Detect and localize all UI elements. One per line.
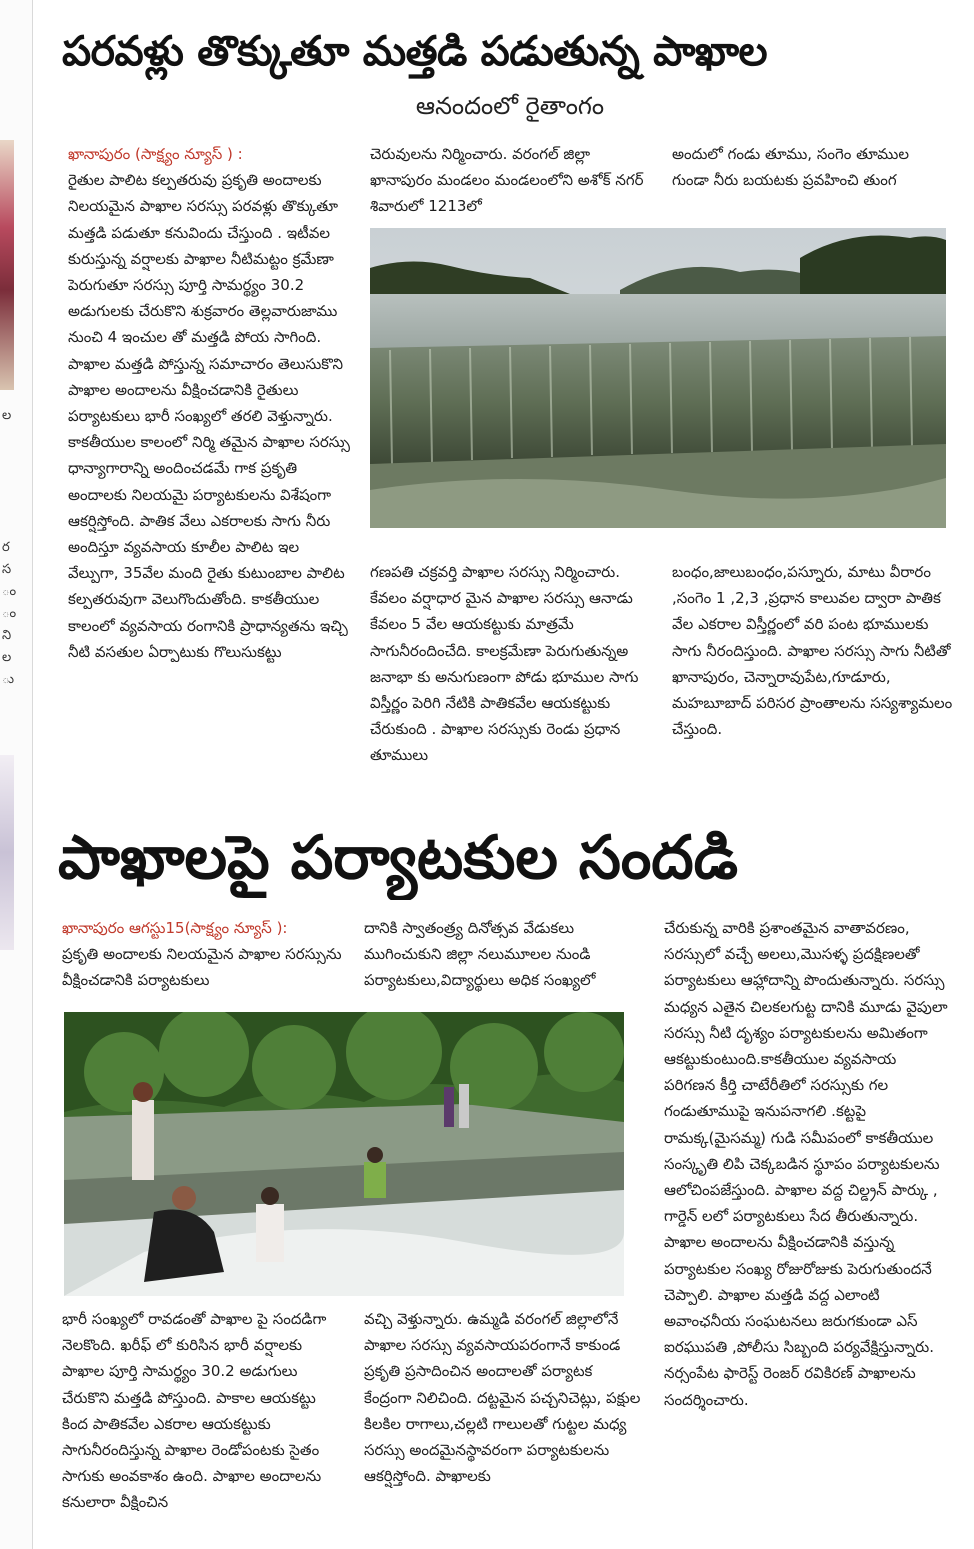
headline-1: పరవళ్లు తొక్కుతూ మత్తడి పడుతున్న పాఖాల: [62, 27, 768, 75]
article2-column-1-top: [62, 915, 344, 997]
body-text: చేరుకున్న వారికి ప్రశాంతమైన వాతావరణం, సరస్సులో వచ్చే అలలు,మొసళ్ళ ప్రదక్షిణలతో పర్యాటకులు ఆహ్లాదాన్ని పొందుతున్నారు. సరస్సు మధ్యన ఎతైన చిలకలగుట్ట దానికి మూడు వైపులా సరస్సు నీటి దృశ్యం పర్యాటకులను అమితంగా ఆకట్టుకుంటుంది.కాకతీయుల వ్యవసాయ పరిగణన కీర్తి చాటేరీతిలో సరస్సుకు గల గండుతూముపై ఇనుపనాగలి .కట్టపై రామక్క(మైసమ్మ) గుడి సమీపంలో కాకతీయుల సంస్కృతి లిపి చెక్కబడిన స్థూపం పర్యాటకులను ఆలోచింపజేస్తుంది. పాఖాల వద్ద చిల్డ్రన్ పార్కు , గార్డెన్ లలో పర్యాటకులు సేద తీరుతున్నారు. పాఖాల అందాలను వీక్షించడానికి వస్తున్న పర్యాటకుల సంఖ్య రోజురోజుకు పెరుగుతుందనే చెప్పాలి. పాఖాల మత్తడి వద్ద ఎలాంటి అవాంఛనీయ సంఘటనలు జరుగకుండా ఎస్ ఐరఘుపతి ,పోలీసు సిబ్బంది పర్యవేక్షిస్తున్నారు. నర్సంపేట ఫారెస్ట్ రెంజర్ రవికిరణ్ పాఖాలను సందర్శించారు.: [664, 919, 948, 1409]
adjacent-text-fragment: ల ర స ం ం ని ల ు: [2, 408, 17, 687]
body-text: రైతుల పాలిట కల్పతరువు ప్రకృతి అందాలకు నిలయమైన పాఖాల సరస్సు పరవళ్లు తొక్కుతూ మత్తడి పడుతూ కనువిందు చేస్తుంది . ఇటీవల కురుస్తున్న వర్షాలకు పాఖాల నీటిమట్టం క్రమేణా పెరుగుతూ సరస్సు పూర్తి సామర్థ్యం 30.2 అడుగులకు చేరుకొని శుక్రవారం తెల్లవారుజాము నుంచి 4 ఇంచుల తో మత్తడి పోయ సాగింది. పాఖాల మత్తడి పోస్తున్న సమాచారం తెలుసుకొని పాఖాల అందాలను వీక్షించడానికి రైతులు పర్యాటకులు భారీ సంఖ్యలో తరలి వెళ్తున్నారు. కాకతీయుల కాలంలో నిర్మి తమైన పాఖాల సరస్సు ధాన్యాగారాన్ని అందించడమే గాక ప్రకృతి అందాలకు నిలయమై పర్యాటకులను విశేషంగా ఆకర్షిస్తోంది. పాతిక వేలు ఎకరాలకు సాగు నీరు అందిస్తూ వ్యవసాయ కూలీల పాలిట ఇల వేల్పుగా, 35వేల మంది రైతు కుటుంబాల పాలిట కల్పతరువుగా వెలుగొందుతోంది. కాకతీయుల కాలంలో వ్యవసాయ రంగానికి ప్రాధాన్యతను ఇచ్చి నీటి వసతుల ఏర్పాటుకు గొలుసుకట్టు: [68, 171, 350, 661]
dateline-1: ఖానాపురం (సాక్ష్యం న్యూస్ ) :: [68, 145, 243, 163]
article2-column-2-top: [364, 915, 644, 997]
tourists-at-spillway-photo: [64, 1012, 624, 1296]
adjacent-page-strip: [0, 0, 33, 1549]
article1-column-3-top: [672, 141, 950, 221]
dateline-2: ఖానాపురం ఆగస్టు15(సాక్ష్యం న్యూస్ ):: [62, 919, 288, 937]
article2-column-1-bottom: [62, 1306, 346, 1546]
body-text: ప్రకృతి అందాలకు నిలయమైన పాఖాల సరస్సును వీక్షించడానికి పర్యాటకులు: [62, 945, 342, 990]
article2-column-3: [664, 915, 948, 1545]
article2-column-2-bottom: [364, 1306, 644, 1546]
body-text: వచ్చి వెళ్తున్నారు. ఉమ్మడి వరంగల్ జిల్లాలోనే పాఖాల సరస్సు వ్యవసాయపరంగానే కాకుండ ప్రకృతి ప్రసాదించిన అందాలతో పర్యాటక కేంద్రంగా నిలిచింది. దట్టమైన పచ్చనిచెట్లు, పక్షుల కిలకిల రాగాలు,చల్లటి గాలులతో గుట్టల మధ్య సరస్సు అందమైనస్థావరంగా పర్యాటకులను ఆకర్షిస్తోంది. పాఖాలకు: [364, 1310, 641, 1486]
body-text: భారీ సంఖ్యలో రావడంతో పాఖాల పై సందడిగా నెలకొంది. ఖరీఫ్ లో కురిసిన భారీ వర్షాలకు పాఖాల పూర్తి సామర్థ్యం 30.2 అడుగులు చేరుకొని మత్తడి పోస్తుంది. పాకాల ఆయకట్టు కింద పాతికవేల ఎకరాల ఆయకట్టుకు సాగునీరందిస్తున్న పాఖాల రెండోపంటకు సైతం సాగుకు అంవకాశం ఉంది. పాఖాల అందాలను కనులారా వీక్షించిన: [62, 1310, 327, 1512]
article1-column-1: [68, 141, 350, 796]
article1-column-3-bottom: [672, 559, 954, 795]
lake-spillway-photo: [370, 228, 946, 528]
subheading-1: ఆనందంలో రైతాంగం: [415, 92, 605, 120]
adjacent-photo-fragment: [0, 755, 14, 950]
body-text: దానికి స్వాతంత్ర్య దినోత్సవ వేడుకలు ముగించుకుని జిల్లా నలుమూలల నుండి పర్యాటకులు,విద్యార్థులు అధిక సంఖ్యలో: [364, 919, 596, 990]
adjacent-photo-fragment: [0, 140, 14, 390]
article1-column-2-bottom: [370, 559, 650, 795]
article1-column-2-top: [370, 141, 648, 221]
body-text: అందులో గండు తూము, సంగెం తూముల గుండా నీరు బయటకు ప్రవహించి తుంగ: [672, 145, 909, 190]
body-text: బంధం,జాలుబంధం,పస్నూరు, మాటు వీరారం ,సంగెం 1 ,2,3 ,ప్రధాన కాలువల ద్వారా పాతిక వేల ఎకరాల విస్తీర్ణంలో వరి పంట భూములకు సాగు నీరందిస్తుంది. పాఖాల సరస్సు సాగు నీటితో ఖానాపురం, చెన్నారావుపేట,గూడూరు, మహబూబాద్ పరిసర ప్రాంతాలను సస్యశ్యామలం చేస్తుంది.: [672, 563, 953, 739]
headline-2: పాఖాలపై పర్యాటకుల సందడి: [58, 823, 739, 893]
body-text: చెరువులను నిర్మించారు. వరంగల్ జిల్లా ఖానాపురం మండలం మండలంలోని అశోక్ నగర్ శివారులో 1213లో: [370, 145, 644, 216]
body-text: గణపతి చక్రవర్తి పాఖాల సరస్సు నిర్మించారు. కేవలం వర్షాధార మైన పాఖాల సరస్సు ఆనాడు కేవలం 5 వేల ఆయకట్టుకు మాత్రమే సాగునీరందించేది. కాలక్రమేణా పెరుగుతున్నఅ జనాభా కు అనుగుణంగా పోడు భూముల సాగు విస్తీర్ణం పెరిగి నేటికి పాతికవేల ఆయకట్టుకు చేరుకుంది . పాఖాల సరస్సుకు రెండు ప్రధాన తూములు: [370, 563, 639, 765]
